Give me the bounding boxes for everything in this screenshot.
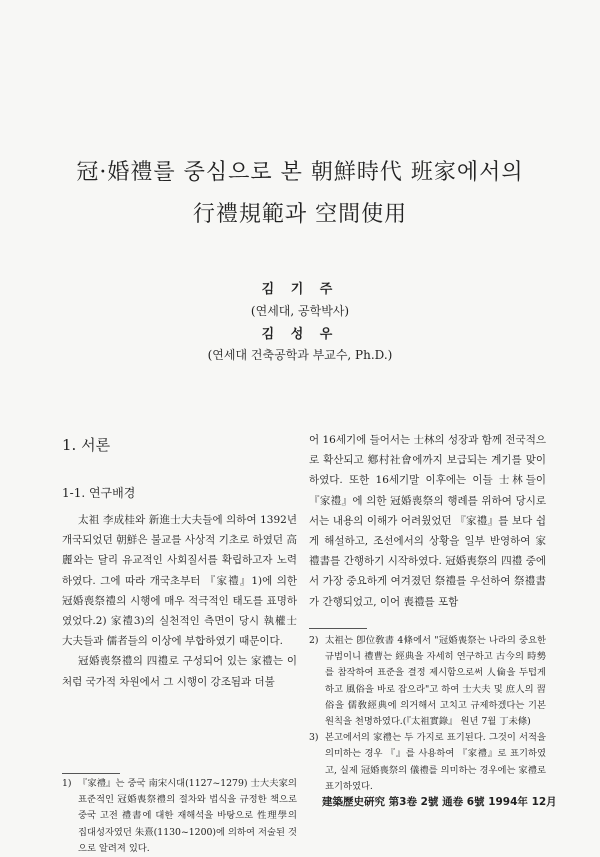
footnote-rule-right <box>309 628 367 629</box>
footnote-text: 본고에서의 家禮는 두 가지로 표기된다. 그것이 서적을 의미하는 경우 『』를 사용하여 『家禮』로 표기하였고, 실제 冠婚喪祭의 儀禮를 의미하는 경우에는 家禮로 표기하였다. <box>325 732 546 792</box>
footnote-number: 1) <box>62 778 72 789</box>
footnote-text: 太祖는 卽位敎書 4條에서 "冠婚喪祭는 나라의 중요한 규범이니 禮曹는 經典을 자세히 연구하고 古今의 時勢를 참작하여 표준을 결정 제시함으로써 人倫을 두텁게 하고 風俗을 바로 잡으라"고 하여 士大夫 및 庶人의 習俗을 儒敎經典에 의거해서 고치고 규제하겠다는 기본원칙을 천명하였다.(『太祖實錄』 원년 7월 丁未條) <box>325 635 546 728</box>
left-column-body <box>62 510 297 692</box>
author-name-1: 김 기 주 <box>261 282 339 297</box>
footnote-rule-left <box>62 773 120 774</box>
author-affiliation-1: (연세대, 공학박사) <box>250 304 350 318</box>
title-line-2: 行禮規範과 空間使用 <box>192 202 408 227</box>
footnote-number: 2) <box>309 635 319 646</box>
title-line-1: 冠·婚禮를 중심으로 본 朝鮮時代 班家에서의 <box>76 160 524 185</box>
footnotes-left <box>62 776 297 857</box>
author-affiliation-2: (연세대 건축공학과 부교수, Ph.D.) <box>207 348 393 362</box>
footnote-3 <box>309 730 546 795</box>
journal-footer: 建築歷史硏究 第3卷 2號 通卷 6號 1994年 12月 <box>322 796 557 808</box>
section-heading: 1. 서론 <box>62 436 111 454</box>
footnote-number: 3) <box>309 732 319 744</box>
footnote-2 <box>309 633 546 730</box>
left-paragraph-2: 冠婚喪祭禮의 四禮로 구성되어 있는 家禮는 이처럼 국가적 차원에서 그 시행이 강조됨과 더불 <box>62 655 297 688</box>
footnotes-right <box>309 633 546 795</box>
footnote-1 <box>62 776 297 857</box>
footnote-text: 『家禮』는 중국 南宋시대(1127~1279) 士大夫家의 표준적인 冠婚喪祭禮의 절차와 법식을 규정한 책으로 중국 고전 禮書에 대한 재해석을 바탕으로 性理學의 집대성자였던 朱熹(1130~1200)에 의하여 저술된 것으로 알려져 있다. <box>78 778 297 854</box>
right-paragraph-1: 어 16세기에 들어서는 士林의 성장과 함께 전국적으로 확산되고 鄕村社會에까지 보급되는 계기를 맞이하였다. 또한 16세기말 이후에는 이들 士林들이 『家禮』에 의한 冠婚喪祭의 행례를 위하여 당시로서는 내용의 이해가 어려웠었던 『家禮』를 보다 쉽게 해설하고, 조선에서의 상황을 일부 반영하여 家禮書를 간행하기 시작하였다. 冠婚喪祭의 四禮 중에서 가장 중요하게 여겨졌던 祭禮를 우선하여 祭禮書가 간행되었고, 이어 喪禮를 포함 <box>309 434 546 608</box>
right-column-body <box>309 430 546 612</box>
subsection-heading: 1-1. 연구배경 <box>62 486 136 500</box>
left-paragraph-1: 太祖 李成桂와 新進士大夫들에 의하여 1392년 개국되었던 朝鮮은 불교를 사상적 기초로 하였던 高麗와는 달리 유교적인 사회질서를 확립하고자 노력하였다. 그에 따라 개국초부터 『家禮』1)에 의한 冠婚喪祭禮의 시행에 매우 적극적인 태도를 표명하였었다.2) 家禮3)의 실천적인 측면이 당시 執權士大夫들과 儒者들의 이상에 부합하였기 때문이다. <box>62 514 297 648</box>
author-name-2: 김 성 우 <box>261 327 339 342</box>
